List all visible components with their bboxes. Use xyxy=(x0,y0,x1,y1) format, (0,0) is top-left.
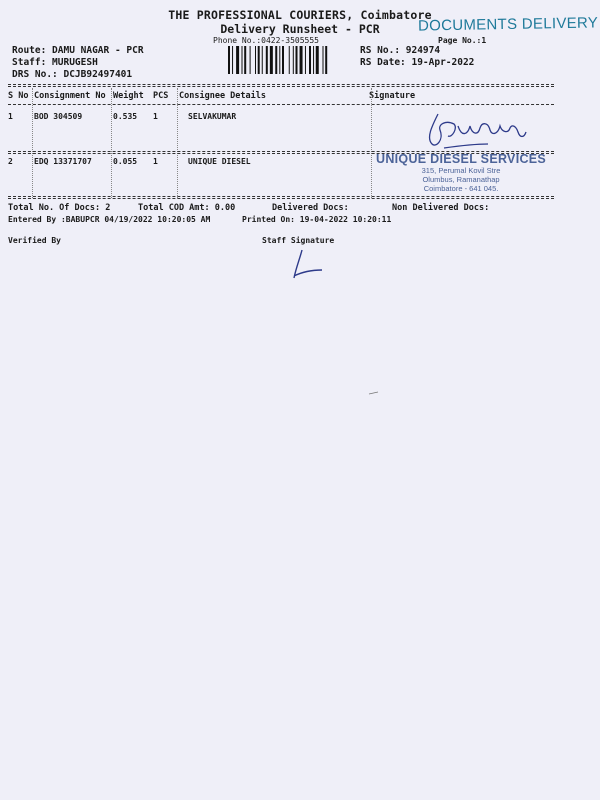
col-sno: S No xyxy=(8,91,29,101)
row-consignee: UNIQUE DIESEL xyxy=(188,157,251,166)
header-divider-bottom xyxy=(8,104,554,105)
stamp-company-name: UNIQUE DIESEL SERVICES xyxy=(376,152,547,166)
row-sno: 1 xyxy=(8,112,13,121)
barcode-image xyxy=(228,46,357,74)
row-weight: 0.535 xyxy=(113,112,138,121)
col-line-3 xyxy=(177,88,178,198)
phone-number: Phone No.:0422-3505555 xyxy=(213,36,319,45)
documents-delivery-stamp: DOCUMENTS DELIVERY xyxy=(417,14,599,35)
row-sno: 2 xyxy=(8,157,13,166)
rs-date: RS Date: 19-Apr-2022 xyxy=(360,57,475,68)
row-weight: 0.055 xyxy=(113,157,138,166)
company-rubber-stamp xyxy=(376,152,546,193)
verified-by: Verified By xyxy=(8,236,61,245)
row-consignment: BOD 304509 xyxy=(34,112,83,121)
delivered-docs: Delivered Docs: xyxy=(272,203,349,213)
row-consignment: EDQ 13371707 xyxy=(34,157,92,166)
staff-signature-label: Staff Signature xyxy=(262,236,335,245)
col-signature: Signature xyxy=(369,91,416,101)
staff-signature xyxy=(286,246,330,282)
row-consignee: SELVAKUMAR xyxy=(188,112,237,121)
header-divider-top-2 xyxy=(8,86,554,87)
row-divider-2b xyxy=(8,198,554,199)
row-pcs: 1 xyxy=(153,157,158,166)
row-pcs: 1 xyxy=(153,112,158,121)
company-title: THE PROFESSIONAL COURIERS, Coimbatore xyxy=(168,8,432,22)
row-divider-2 xyxy=(8,196,554,197)
entered-by: Entered By :BABUPCR 04/19/2022 10:20:05 AM xyxy=(8,215,211,224)
runsheet-title: Delivery Runsheet - PCR xyxy=(220,22,380,36)
route-label: Route: DAMU NAGAR - PCR xyxy=(12,45,144,56)
staff-label: Staff: MURUGESH xyxy=(12,57,98,68)
drs-number: DRS No.: DCJB92497401 xyxy=(12,69,133,80)
col-line-1 xyxy=(32,88,33,198)
total-cod: Total COD Amt: 0.00 xyxy=(138,203,236,213)
printed-on: Printed On: 19-04-2022 10:20:11 xyxy=(242,215,392,224)
page-number: Page No.:1 xyxy=(438,36,487,45)
header-divider-top xyxy=(8,84,554,85)
col-consignment-no: Consignment No xyxy=(34,91,106,101)
stamp-address-line-3: Coimbatore - 641 045. xyxy=(423,184,499,193)
receiver-signature xyxy=(418,108,538,152)
col-consignee-details: Consignee Details xyxy=(179,91,266,101)
scan-mark xyxy=(368,390,380,396)
rs-number: RS No.: 924974 xyxy=(360,45,441,56)
col-line-4 xyxy=(371,88,372,198)
total-docs: Total No. Of Docs: 2 xyxy=(8,203,111,213)
col-weight: Weight xyxy=(113,91,144,101)
col-pcs: PCS xyxy=(153,91,169,101)
non-delivered-docs: Non Delivered Docs: xyxy=(392,203,490,213)
stamp-address-line-2: Olumbus, Ramanathap xyxy=(422,175,500,184)
stamp-address-line-1: 315, Perumal Kovil Stre xyxy=(421,166,501,175)
col-line-2 xyxy=(111,88,112,198)
